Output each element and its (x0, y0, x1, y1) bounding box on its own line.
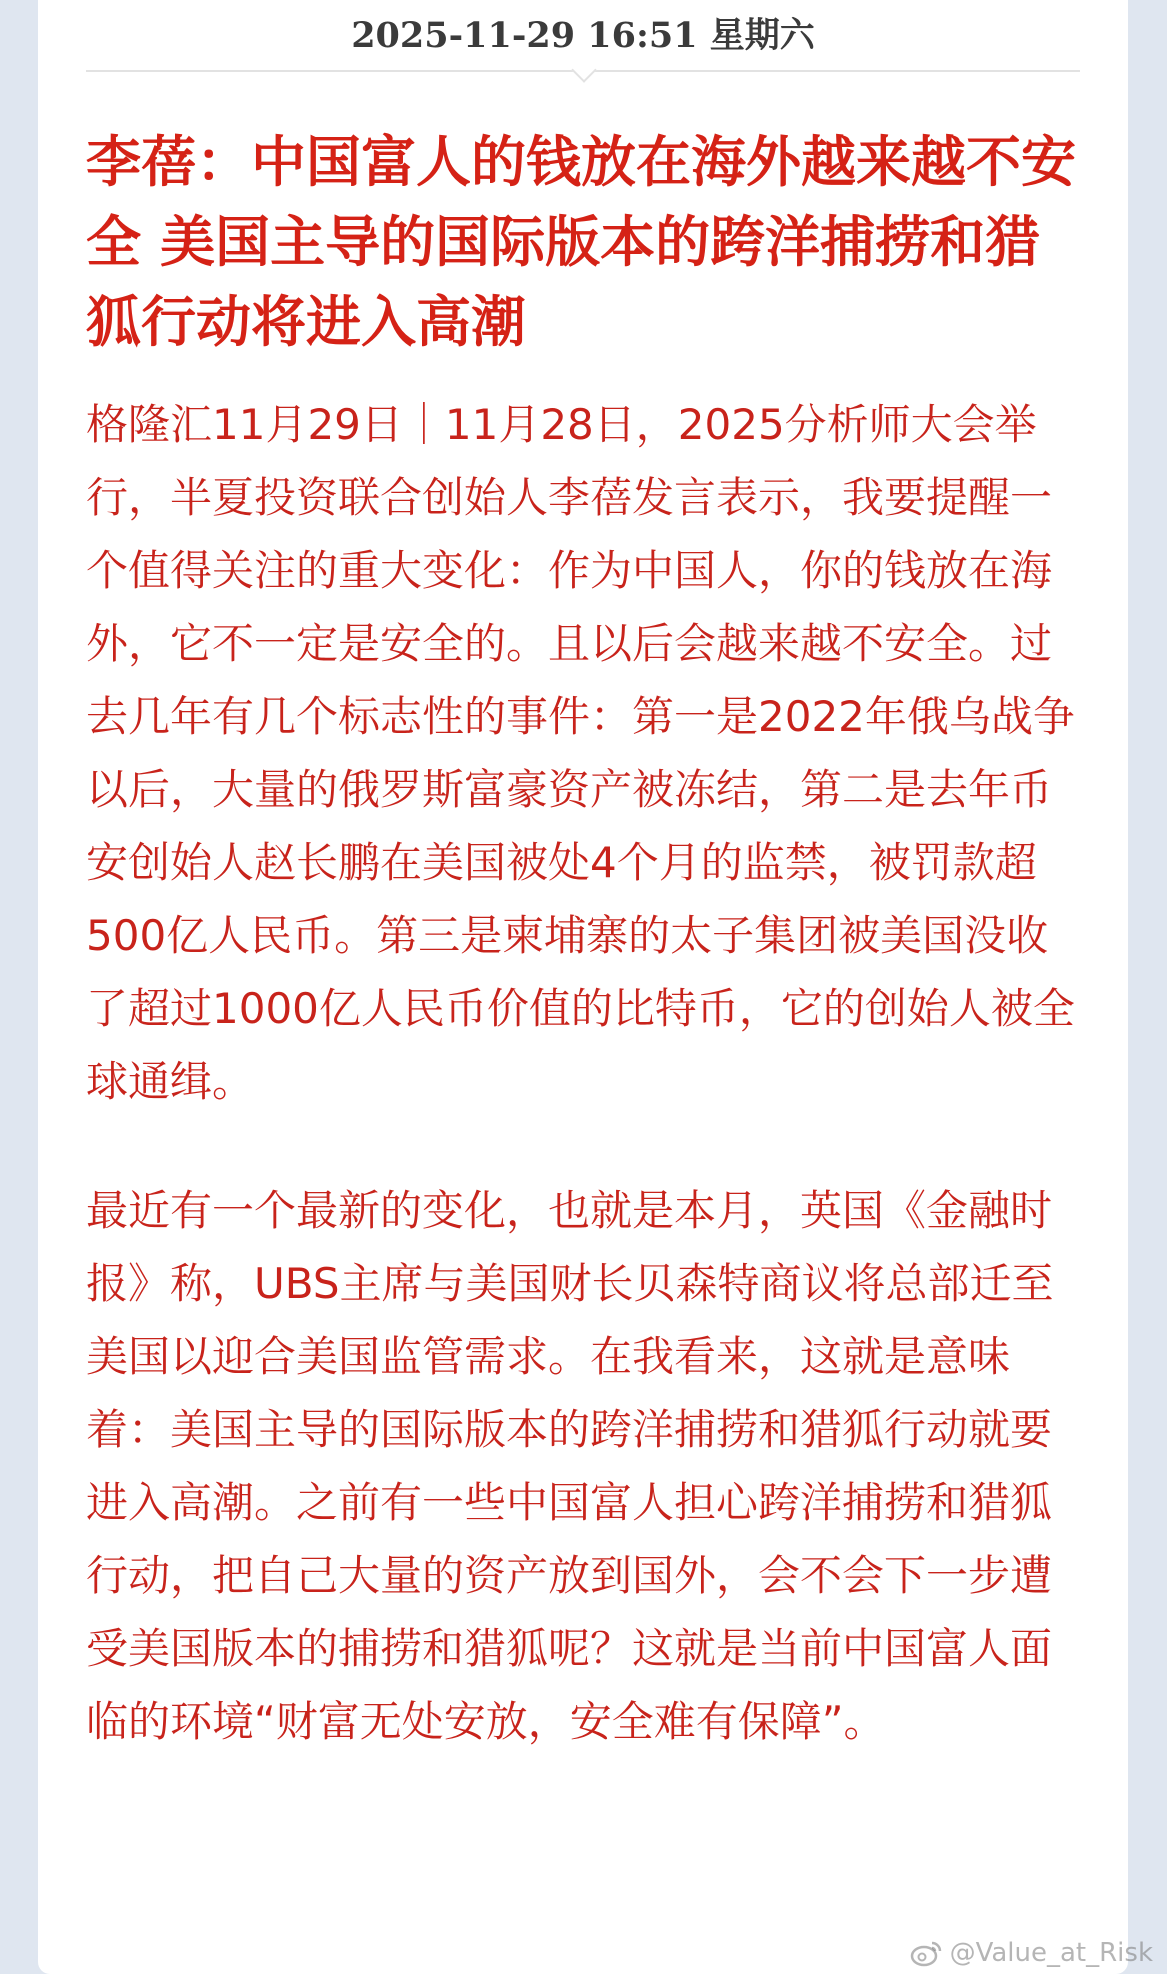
timestamp: 2025-11-29 16:51 星期六 (351, 15, 815, 56)
weibo-logo-icon (910, 1939, 944, 1967)
article-title: 李蓓：中国富人的钱放在海外越来越不安全 美国主导的国际版本的跨洋捕捞和猎狐行动将进入高潮 (86, 130, 1077, 354)
article-paragraph-2: 最近有一个最新的变化，也就是本月，英国《金融时报》称，UBS主席与美国财长贝森特商议将总部迁至美国以迎合美国监管需求。在我看来，这就是意味着：美国主导的国际版本的跨洋捕捞和猎狐行动就要进入高潮。之前有一些中国富人担心跨洋捕捞和猎狐行动，把自己大量的资产放到国外，会不会下一步遭受美国版本的捕捞和猎狐呢？这就是当前中国富人面临的环境“财富无处安放，安全难有保障”。 (86, 1186, 1054, 1746)
watermark-text: @Value_at_Risk (949, 1938, 1153, 1968)
watermark (910, 1938, 1153, 1968)
article-card (38, 0, 1128, 1974)
timestamp-divider (86, 58, 1080, 92)
divider-notch (571, 57, 596, 82)
article-paragraph-1: 格隆汇11月29日｜11月28日，2025分析师大会举行，半夏投资联合创始人李蓓发言表示，我要提醒一个值得关注的重大变化：作为中国人，你的钱放在海外，它不一定是安全的。且以后会越来越不安全。过去几年有几个标志性的事件：第一是2022年俄乌战争以后，大量的俄罗斯富豪资产被冻结，第二是去年币安创始人赵长鹏在美国被处4个月的监禁，被罚款超500亿人民币。第三是柬埔寨的太子集团被美国没收了超过1000亿人民币价值的比特币，它的创始人被全球通缉。 (86, 400, 1075, 1106)
